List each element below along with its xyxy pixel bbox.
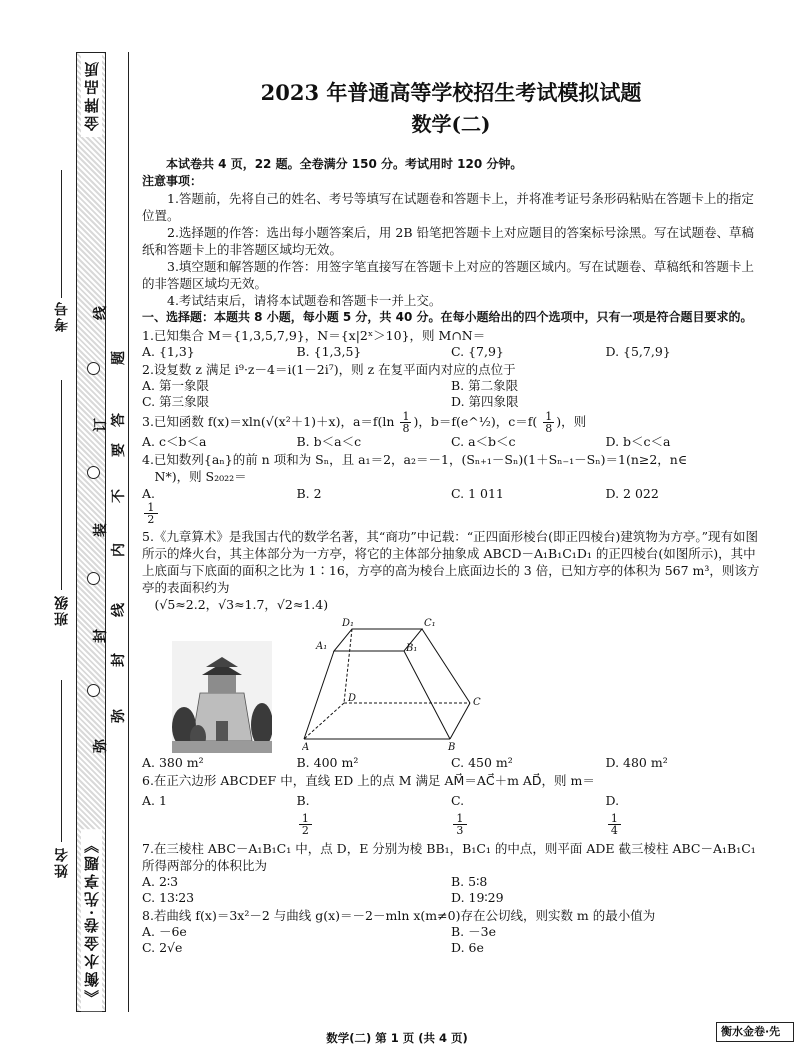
option-b[interactable]: B. 400 m² <box>296 755 359 770</box>
seal-circle <box>87 572 100 585</box>
option-d[interactable] <box>606 789 761 836</box>
question-4-stem-cont: N*)，则 S₂₀₂₂＝ <box>154 469 247 484</box>
option-d[interactable]: D. 19∶29 <box>451 890 504 905</box>
denominator: 8 <box>545 422 553 435</box>
seal-char: 线 <box>111 603 127 617</box>
corner-brand-tag: 衡水金卷·先 <box>716 1022 794 1042</box>
notes-label: 注意事项： <box>142 174 203 188</box>
denominator: 8 <box>402 422 410 435</box>
denominator: 4 <box>610 824 618 837</box>
option-c[interactable]: C. 13∶23 <box>142 890 195 905</box>
option-b[interactable] <box>297 789 452 836</box>
seal-char: 封 <box>111 653 127 667</box>
seal-char: 答 <box>111 413 127 427</box>
numerator: 1 <box>608 813 622 825</box>
frustum-diagram <box>302 617 492 753</box>
option-a[interactable]: A. 第一象限 <box>142 378 209 393</box>
question-5-figures <box>172 617 760 753</box>
question-3-stem <box>142 411 760 434</box>
vertex-label: B <box>448 742 456 753</box>
option-c[interactable]: C. 第三象限 <box>142 394 210 409</box>
brand-top-text: 金牌品质 <box>81 53 102 137</box>
vertex-label: B₁ <box>406 643 418 654</box>
option-c[interactable] <box>451 789 606 836</box>
option-a[interactable] <box>142 486 297 525</box>
option-d[interactable]: D. {5,7,9} <box>605 344 671 359</box>
option-d[interactable]: D. 480 m² <box>605 755 668 770</box>
option-a[interactable]: A. {1,3} <box>142 344 195 359</box>
vertex-label: D <box>348 693 357 704</box>
option-c[interactable]: C. 1 011 <box>451 486 504 501</box>
option-d[interactable]: D. 6e <box>451 940 484 955</box>
fraction <box>608 813 647 836</box>
seal-circle <box>87 362 100 375</box>
seal-char: 装 <box>93 523 109 537</box>
question-2-options <box>142 378 760 394</box>
question-1-options <box>142 344 760 360</box>
vertex-label: C <box>473 697 481 708</box>
seal-char: 不 <box>111 489 127 503</box>
option-a[interactable]: A. 380 m² <box>142 755 204 770</box>
seal-char: 封 <box>93 629 109 643</box>
seal-char: 弥 <box>93 739 109 753</box>
exam-subtitle: 数学(二) <box>411 112 491 136</box>
vertex-label: A₁ <box>316 641 328 652</box>
question-6-options <box>142 789 760 836</box>
brand-bottom-text: 《衡水金卷·先享题》 <box>81 829 102 1011</box>
numerator: 1 <box>402 410 410 423</box>
seal-char: 订 <box>93 418 109 432</box>
beacon-tower-illustration <box>172 641 272 753</box>
note-item: 2.选择题的作答：选出每小题答案后，用 2B 铅笔把答题卡上对应题目的答案标号涂黑。写在试题卷、草稿纸和答题卡上的非答题区域均无效。 <box>142 225 755 257</box>
numerator: 1 <box>453 813 467 825</box>
question-7-options <box>142 874 760 890</box>
option-prefix: A. <box>142 486 156 501</box>
question-7-stem: 7.在三棱柱 ABC－A₁B₁C₁ 中，点 D，E 分别为棱 BB₁，B₁C₁ 的中点，则平面 ADE 截三棱柱 ABC－A₁B₁C₁ 所得两部分的体积比为 <box>142 841 756 873</box>
option-c[interactable]: C. 2√e <box>142 940 183 955</box>
question-8-options <box>142 924 760 940</box>
vertex-label: C₁ <box>424 618 436 629</box>
vertex-label: A <box>302 742 310 753</box>
option-a[interactable]: A. c＜b＜a <box>142 434 207 449</box>
seal-char: 内 <box>111 543 127 557</box>
seal-char: 要 <box>111 443 127 457</box>
numerator: 1 <box>299 813 313 825</box>
fraction <box>543 411 554 434</box>
stem-part: )，b＝f(e^½)，c＝f( <box>413 414 538 429</box>
seal-circle <box>87 684 100 697</box>
option-a[interactable]: A. 1 <box>142 793 167 808</box>
denominator: 2 <box>301 824 309 837</box>
seal-char: 弥 <box>111 709 127 723</box>
question-8-options <box>142 940 760 956</box>
option-a[interactable]: A. －6e <box>142 924 187 939</box>
page-footer: 数学(二) 第 1 页 (共 4 页) <box>326 1031 468 1045</box>
option-d[interactable]: D. b＜c＜a <box>605 434 671 449</box>
option-prefix: B. <box>296 793 310 808</box>
option-a[interactable]: A. 2∶3 <box>142 874 179 889</box>
note-item: 1.答题前，先将自己的姓名、考号等填写在试题卷和答题卡上，并将准考证号条形码粘贴在答题卡上的指定位置。 <box>142 191 754 223</box>
seal-char: 题 <box>111 351 127 365</box>
beacon-tower-photo <box>172 641 272 753</box>
option-prefix: D. <box>605 793 620 808</box>
name-blank[interactable] <box>61 680 62 842</box>
denominator: 3 <box>456 824 464 837</box>
numerator: 1 <box>545 410 553 423</box>
option-b[interactable]: B. 5∶8 <box>451 874 488 889</box>
option-b[interactable]: B. 2 <box>296 486 322 501</box>
exam-content <box>142 78 760 956</box>
option-b[interactable]: B. {1,3,5} <box>296 344 362 359</box>
option-c[interactable]: C. 450 m² <box>451 755 513 770</box>
exam-title: 2023 年普通高等学校招生考试模拟试题 <box>260 80 642 105</box>
question-5-options <box>142 755 760 771</box>
option-b[interactable]: B. 第二象限 <box>451 378 519 393</box>
cut-line <box>128 52 129 1012</box>
stem-part: 3.已知函数 f(x)＝xln(√(x²＋1)＋x)，a＝f(ln <box>142 414 395 429</box>
question-5-stem: 5.《九章算术》是我国古代的数学名著，其“商功”中记载：“正四面形棱台(即正四棱台)建筑物为方亭。”现有如图所示的烽火台，其主体部分为一方亭，将它的主体部分抽象成 ABCD－A₁B₁C₁D₁ 的正四棱台(如图所示)，其中上底面与下底面的面积之比为 1∶16，方亭的高为棱台上底面边长的 3 倍，已知方亭的体积为 567 m³，则该方亭的表面积约为 <box>142 529 760 595</box>
option-prefix: C. <box>451 793 465 808</box>
name-label: 姓名 <box>54 846 70 878</box>
denominator: 2 <box>147 513 155 526</box>
option-d[interactable]: D. 第四象限 <box>451 394 519 409</box>
section-heading: 一、选择题：本题共 8 小题，每小题 5 分，共 40 分。在每小题给出的四个选项中，只有一项是符合题目要求的。 <box>142 310 753 324</box>
stem-part: )，则 <box>556 414 587 429</box>
question-2-options <box>142 394 760 410</box>
class-label: 班级 <box>54 594 70 626</box>
note-item: 4.考试结束后，请将本试题卷和答题卡一并上交。 <box>167 293 442 308</box>
option-c[interactable]: C. a＜b＜c <box>451 434 516 449</box>
question-1-stem: 1.已知集合 M＝{1,3,5,7,9}，N＝{x|2ˣ＞10}，则 M∩N＝ <box>142 328 486 343</box>
exam-summary: 本试卷共 4 页，22 题。全卷满分 150 分。考试用时 120 分钟。 <box>166 157 523 171</box>
seal-char: 线 <box>93 306 109 320</box>
fraction <box>144 502 183 525</box>
fraction <box>453 813 492 836</box>
question-7-options <box>142 890 760 906</box>
fraction <box>299 813 338 836</box>
exam-no-label: 考号 <box>54 300 70 332</box>
seal-circle <box>87 466 100 479</box>
numerator: 1 <box>144 502 158 514</box>
vertex-label: D₁ <box>342 618 355 629</box>
question-2-stem: 2.设复数 z 满足 i⁹·z－4＝i(1－2i⁷)，则 z 在复平面内对应的点位于 <box>142 362 516 377</box>
exam-no-blank[interactable] <box>61 170 62 298</box>
question-3-options <box>142 434 760 450</box>
question-6-stem: 6.在正六边形 ABCDEF 中，直线 ED 上的点 M 满足 AM⃗＝AC⃗＋m AD⃗，则 m＝ <box>142 773 595 788</box>
question-5-approx: (√5≈2.2，√3≈1.7，√2≈1.4) <box>154 597 329 612</box>
option-d[interactable]: D. 2 022 <box>605 486 659 501</box>
option-b[interactable]: B. b＜a＜c <box>296 434 362 449</box>
option-b[interactable]: B. －3e <box>451 924 496 939</box>
note-item: 3.填空题和解答题的作答：用签字笔直接写在答题卡上对应的答题区域内。写在试题卷、草稿纸和答题卡上的非答题区域均无效。 <box>142 259 754 291</box>
question-4-options <box>142 486 760 525</box>
option-c[interactable]: C. {7,9} <box>451 344 504 359</box>
class-blank[interactable] <box>61 380 62 590</box>
fraction <box>400 411 411 434</box>
question-8-stem: 8.若曲线 f(x)＝3x²－2 与曲线 g(x)＝－2－mln x(m≠0)存在公切线，则实数 m 的最小值为 <box>142 908 656 923</box>
question-4-stem: 4.已知数列{aₙ}的前 n 项和为 Sₙ，且 a₁＝2，a₂＝－1，(Sₙ₊₁－Sₙ)(1＋Sₙ₋₁－Sₙ)＝1(n≥2，n∈ <box>142 452 688 467</box>
